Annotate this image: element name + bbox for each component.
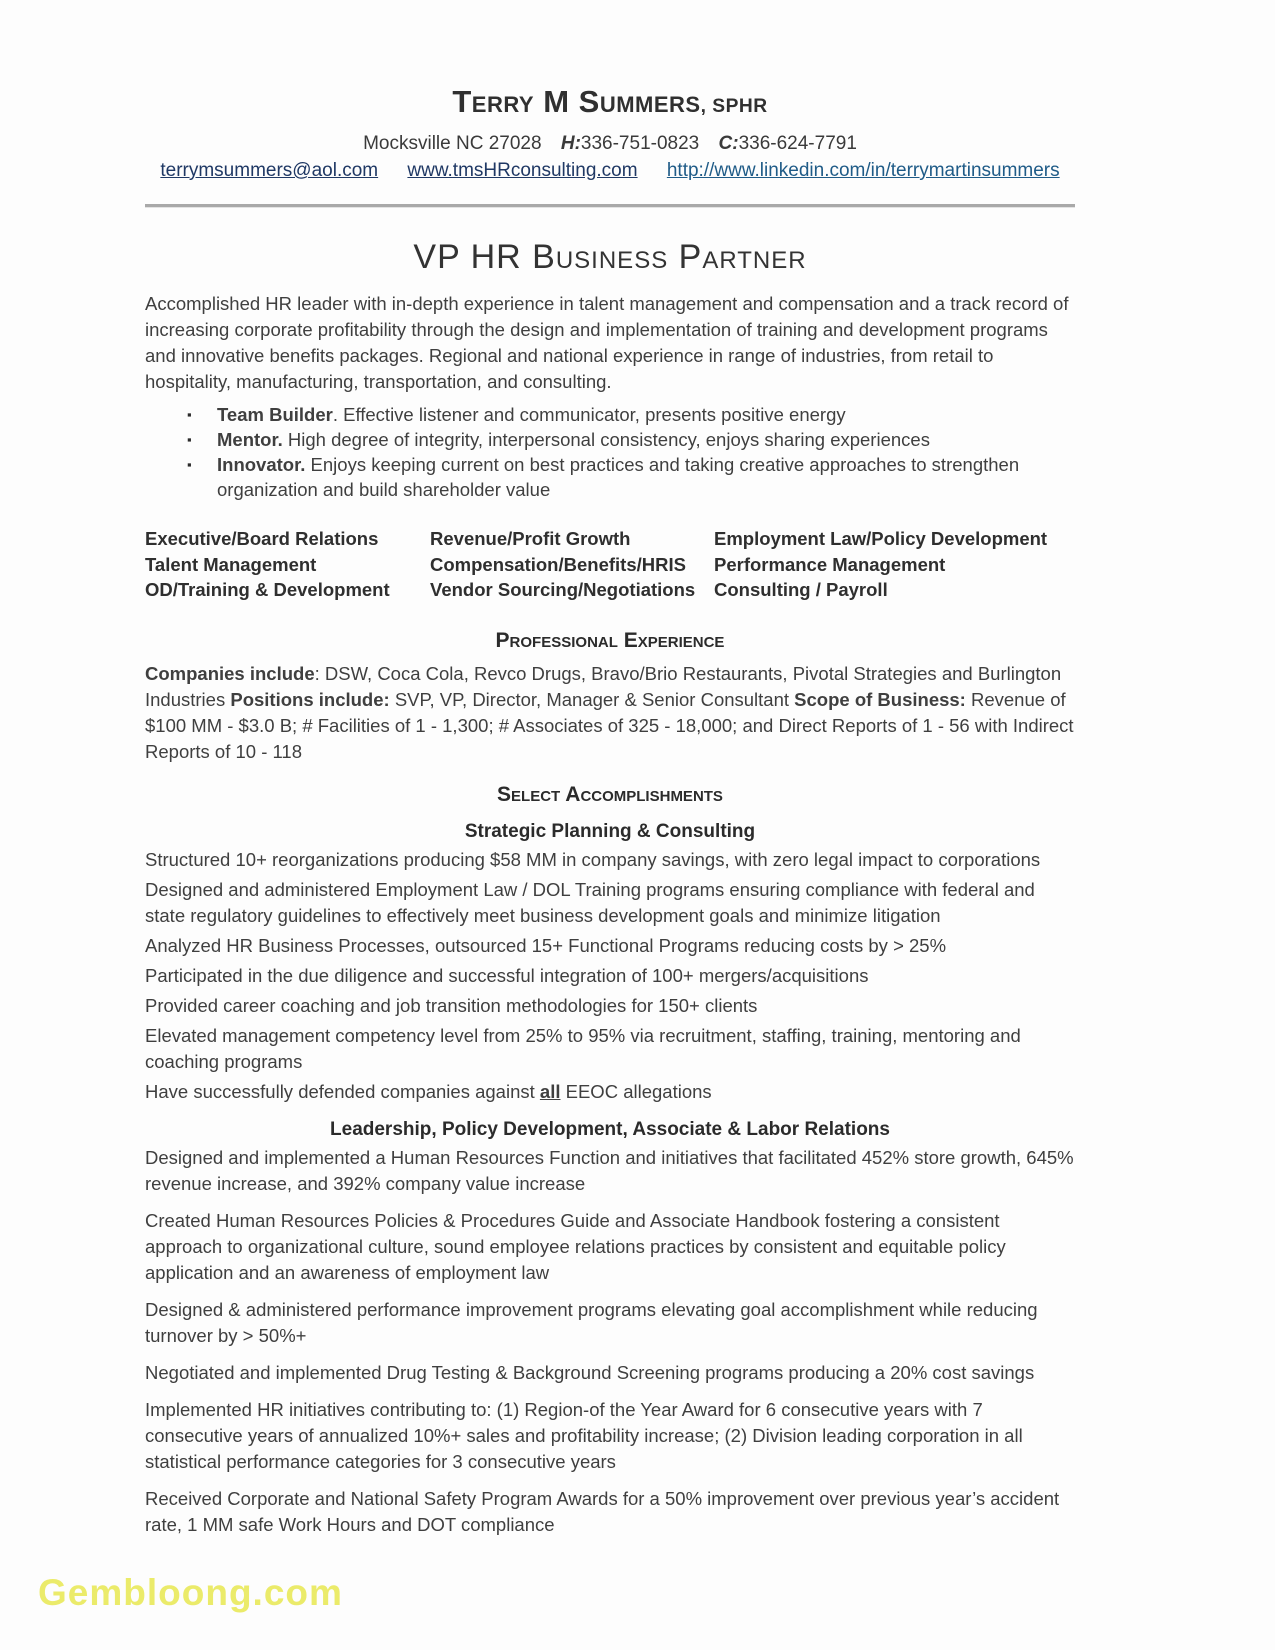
trait-body: High degree of integrity, interpersonal consistency, enjoys sharing experiences [282,429,930,450]
eeoc-pre: Have successfully defended companies against [145,1080,540,1102]
links-line [145,160,1075,182]
trait-text [217,452,1075,502]
accomplishment-item: Elevated management competency level from 25% to 95% via recruitment, staffing, training, mentoring and coaching programs [145,1024,1021,1072]
section-heading-select-accomplishments: Select Accomplishments [497,782,723,806]
linkedin-link[interactable]: http://www.linkedin.com/in/terrymartinsummers [666,160,1060,181]
skill-item: Employment Law/Policy Development [714,528,1048,549]
list-item [145,427,1075,452]
trait-text [217,402,1075,427]
skill-item: Vendor Sourcing/Negotiations [430,579,696,600]
eeoc-emphasis: all [539,1080,561,1102]
skill-item: Talent Management [145,553,317,575]
accomplishment-item: Structured 10+ reorganizations producing $58 MM in company savings, with zero legal impact to corporations [145,848,1041,870]
trait-text [217,427,1075,452]
scope-text: Revenue of $100 MM - $3.0 B; # Facilities of 1 - 1,300; # Associates of 325 - 18,000; and Direct Reports of 1 - 56 with Indirect Reports of 10 - 118 [145,688,1074,762]
page-title: VP HR Business Partner [413,238,807,276]
skill-item: Executive/Board Relations [145,528,379,549]
companies-label: Companies include [145,662,315,684]
accomplishment-item: Negotiated and implemented Drug Testing & Background Screening programs producing a 20% cost savings [145,1361,1035,1383]
trait-lead: Innovator. [217,454,306,475]
accomplishment-item: Designed and implemented a Human Resources Function and initiatives that facilitated 452% store growth, 645% revenue increase, and 392% company value increase [145,1146,1074,1194]
accomplishment-item: Implemented HR initiatives contributing to: (1) Region-of the Year Award for 6 consecutive years with 7 consecutive years of annualized 10%+ sales and profitability increase; (2) Division leading corporation in all statistical performance categories for 3 consecutive years [145,1398,1023,1472]
accomplishment-item: Provided career coaching and job transition methodologies for 150+ clients [145,994,758,1016]
accomplishment-item-eeoc [145,1079,1075,1105]
accomplishment-item: Created Human Resources Policies & Procedures Guide and Associate Handbook fostering a consistent approach to organizational culture, sound employee relations practices by consistent and equitable policy application and an awareness of employment law [145,1209,1006,1283]
skill-item: Revenue/Profit Growth [430,528,631,549]
experience-paragraph [145,661,1075,765]
cell-phone-label: C: [718,133,739,154]
bullet-icon: ▪ [187,407,192,422]
skill-item: Performance Management [714,553,946,575]
candidate-name: Terry M Summers [452,84,701,119]
header-divider [145,204,1075,208]
skill-item: Compensation/Benefits/HRIS [430,553,686,575]
skills-grid [145,526,1075,603]
positions-label: Positions include: [230,688,390,710]
skill-item: Consulting / Payroll [714,579,888,600]
skill-item: OD/Training & Development [145,579,390,600]
companies-text: : DSW, Coca Cola, Revco Drugs, Bravo/Brio Restaurants, Pivotal Strategies and Burlington Industries [145,662,1062,710]
home-phone-label: H: [560,133,581,154]
home-phone: 336-751-0823 [580,133,700,154]
trait-list [145,402,1075,502]
trait-lead: Mentor. [217,429,283,450]
location-text: Mocksville NC 27028 [363,133,542,154]
trait-body: . Effective listener and communicator, presents positive energy [332,404,846,425]
accomplishment-item: Received Corporate and National Safety Program Awards for a 50% improvement over previous year’s accident rate, 1 MM safe Work Hours and DOT compliance [145,1487,1060,1535]
bullet-icon: ▪ [187,432,192,447]
positions-text: SVP, VP, Director, Manager & Senior Consultant [389,688,795,710]
accomplishment-item: Designed & administered performance improvement programs elevating goal accomplishment while reducing turnover by > 50%+ [145,1298,1038,1346]
contact-line [145,133,1075,155]
accomplishment-item: Designed and administered Employment Law / DOL Training programs ensuring compliance with federal and state regulatory guidelines to effectively meet business development goals and minimize litigation [145,878,1035,926]
section-heading-professional-experience: Professional Experience [495,628,725,652]
eeoc-post: EEOC allegations [560,1080,712,1102]
cell-phone: 336-624-7791 [738,133,857,154]
accomplishment-item: Participated in the due diligence and successful integration of 100+ mergers/acquisitions [145,964,869,986]
list-item [145,402,1075,427]
website-link[interactable]: www.tmsHRconsulting.com [407,160,638,181]
scope-label: Scope of Business: [794,688,966,710]
candidate-name-line [145,84,1075,120]
candidate-credential: , SPHR [700,96,768,117]
bullet-icon: ▪ [187,457,192,472]
accomplishment-item: Analyzed HR Business Processes, outsourced 15+ Functional Programs reducing costs by > 25% [145,934,947,956]
trait-lead: Team Builder [217,404,333,425]
subheading-leadership-policy: Leadership, Policy Development, Associate & Labor Relations [330,1118,890,1140]
email-link[interactable]: terrymsummers@aol.com [160,160,379,181]
subheading-strategic-planning: Strategic Planning & Consulting [464,820,756,842]
list-item [145,452,1075,502]
trait-body: Enjoys keeping current on best practices and taking creative approaches to strengthen organization and build shareholder value [217,454,1020,500]
summary-paragraph: Accomplished HR leader with in-depth experience in talent management and compensation and a track record of increasing corporate profitability through the design and implementation of training and development programs and innovative benefits packages. Regional and national experience in range of industries, from retail to hospitality, manufacturing, transportation, and consulting. [145,293,1069,392]
watermark-logo: Gembloong.com [38,1572,343,1613]
